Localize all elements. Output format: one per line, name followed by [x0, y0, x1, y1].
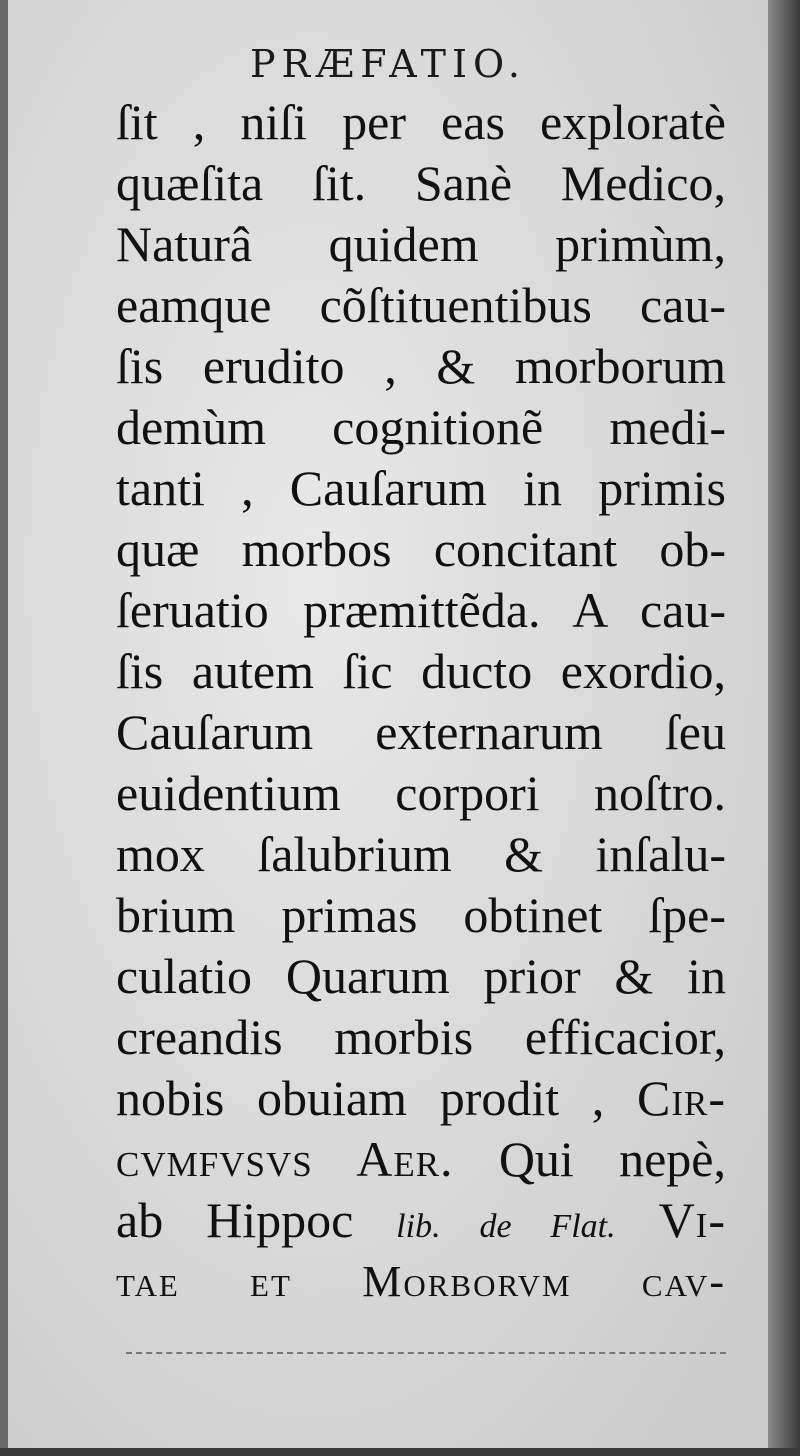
- text-line-5: ſis erudito , & morborum: [116, 338, 726, 394]
- text-line-20: tae et Morborvm cav-: [116, 1257, 726, 1306]
- text-line-15: culatio Quarum prior & in: [116, 948, 726, 1004]
- text-line-2: quæſita ſit. Sanè Medico,: [116, 155, 726, 211]
- text-line-3: Naturâ quidem primùm,: [116, 216, 726, 272]
- text-line-11: Cauſarum externarum ſeu: [116, 704, 726, 760]
- text-line-17: [116, 1068, 726, 1129]
- text-line-19-main: ab Hippoc: [116, 1192, 397, 1248]
- text-line-4: eamque cõſtituentibus cau-: [116, 277, 726, 333]
- text-line-14: brium primas obtinet ſpe-: [116, 887, 726, 943]
- text-line-19-citation: lib. de Flat.: [396, 1208, 616, 1245]
- text-line-17-main: nobis obuiam prodit ,: [116, 1070, 637, 1126]
- text-line-12: euidentium corpori noſtro.: [116, 765, 726, 821]
- text-line-7: tanti , Cauſarum in primis: [116, 460, 726, 516]
- book-page: [8, 0, 768, 1448]
- text-line-19: [116, 1190, 726, 1251]
- text-line-16: creandis morbis efficacior,: [116, 1009, 726, 1065]
- text-line-8: quæ morbos concitant ob-: [116, 521, 726, 577]
- text-line-1: ſit , niſi per eas exploratè: [116, 94, 726, 150]
- text-line-18: [116, 1129, 726, 1190]
- text-line-10: ſis autem ſic ducto exordio,: [116, 643, 726, 699]
- page-right-edge: [768, 0, 800, 1456]
- page-left-margin: [0, 0, 8, 1456]
- text-line-18-main: Qui nepè,: [453, 1131, 726, 1187]
- page-header: PRÆFATIO.: [249, 42, 526, 86]
- text-line-17-smallcaps: Cir-: [637, 1070, 726, 1126]
- text-line-13: mox ſalubrium & inſalu-: [116, 826, 726, 882]
- text-line-9: ſeruatio præmittẽda. A cau-: [116, 582, 726, 638]
- text-line-19-smallcaps: Vi-: [615, 1192, 726, 1248]
- page-bottom-edge: [0, 1448, 800, 1456]
- bottom-rule: [126, 1352, 726, 1354]
- text-line-6: demùm cognitionẽ medi-: [116, 399, 726, 455]
- text-line-18-smallcaps: cvmfvsvs Aer.: [116, 1131, 454, 1187]
- body-text: [116, 92, 726, 1312]
